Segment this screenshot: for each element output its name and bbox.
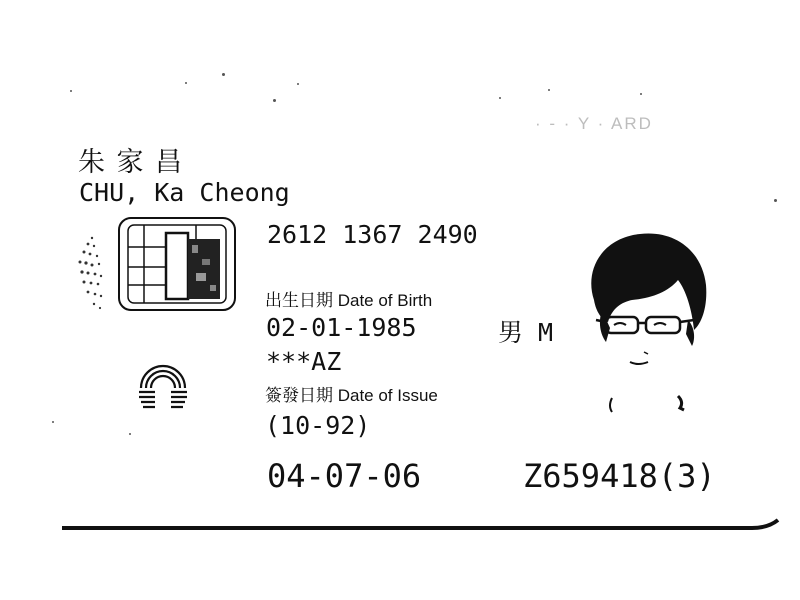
scan-speck	[499, 97, 501, 99]
scan-speck	[273, 99, 276, 102]
scan-speck	[129, 433, 131, 435]
scan-speck	[548, 89, 550, 91]
date-of-issue-label: 簽發日期 Date of Issue	[265, 386, 438, 405]
scan-speck	[222, 73, 225, 76]
chip-icon	[116, 215, 240, 313]
card-bottom-edge	[62, 518, 782, 532]
hologram-icon	[133, 362, 193, 414]
card-number: 2612 1367 2490	[267, 220, 478, 249]
scan-speck	[774, 199, 777, 202]
name-chinese: 朱 家 昌	[78, 147, 185, 177]
scan-speck	[640, 93, 642, 95]
card-header-fragment: · - · Y · ARD	[535, 114, 653, 133]
date-of-birth: 02-01-1985	[266, 313, 417, 342]
symbols-code: ***AZ	[266, 347, 342, 376]
scan-speck	[185, 82, 187, 84]
scan-speck	[52, 421, 54, 423]
scan-speck	[297, 83, 299, 85]
first-issue-date: (10-92)	[265, 411, 371, 440]
scan-speck	[70, 90, 72, 92]
date-of-birth-label: 出生日期 Date of Birth	[265, 291, 433, 310]
security-pattern-icon	[72, 232, 112, 312]
sex: 男 M	[498, 318, 554, 347]
name-english: CHU, Ka Cheong	[79, 178, 290, 207]
id-number: Z659418(3)	[523, 457, 716, 495]
issue-date: 04-07-06	[267, 457, 422, 495]
portrait-photo	[582, 230, 712, 415]
